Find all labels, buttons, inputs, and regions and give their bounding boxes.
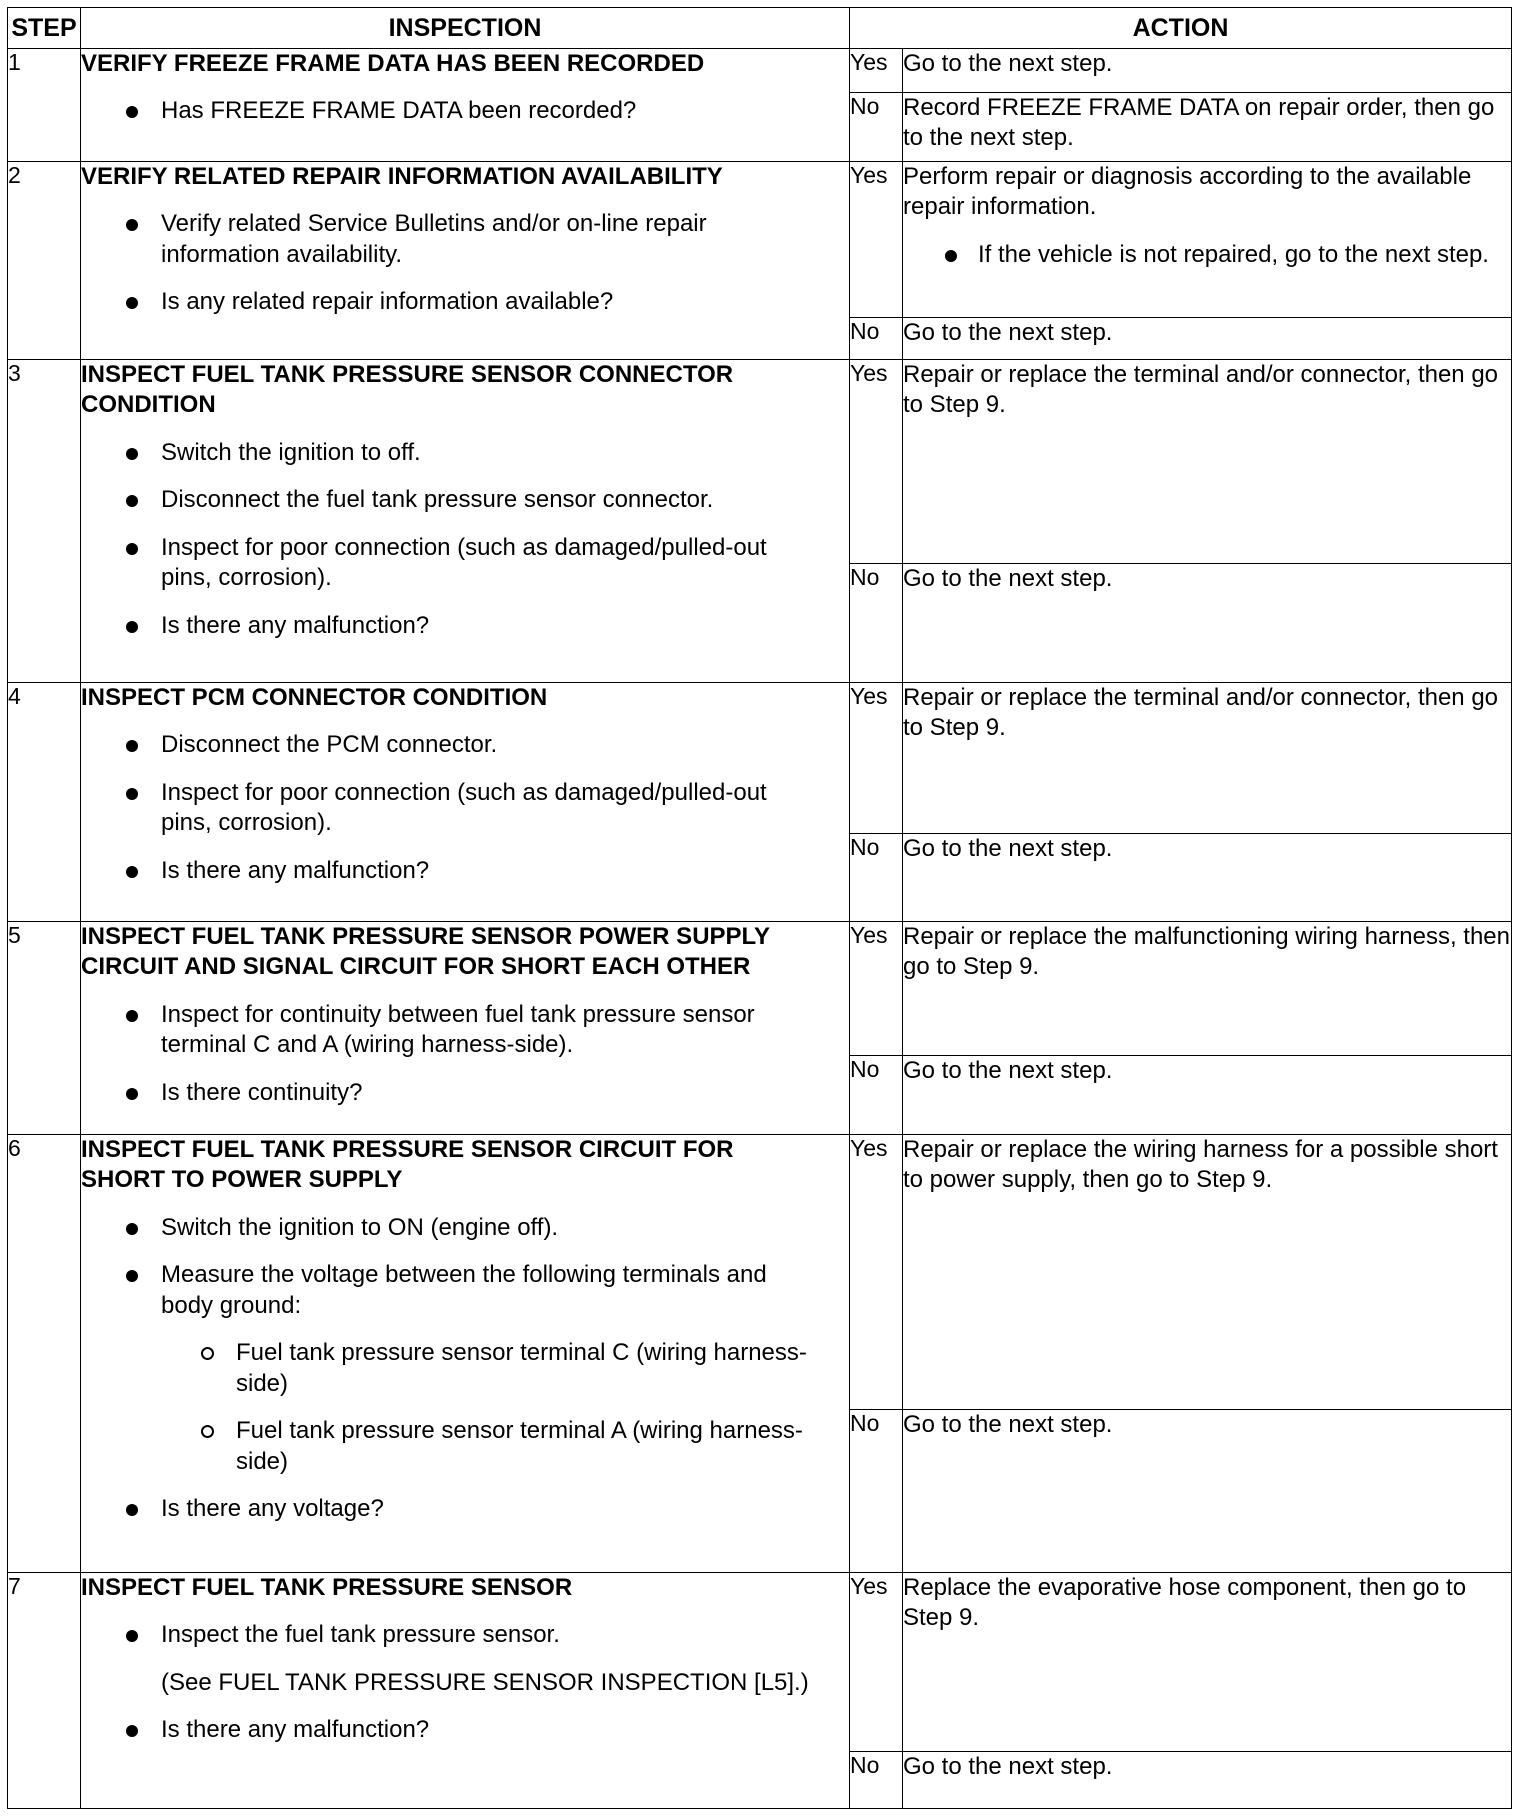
inspection-cell xyxy=(81,1135,850,1573)
inspection-bullet: Is there any malfunction? xyxy=(81,1715,849,1745)
no-action: Go to the next step. xyxy=(903,834,1512,922)
step-6-yes-row xyxy=(8,1135,1512,1410)
bullet-icon xyxy=(126,1088,138,1100)
inspection-bullet: Is there any voltage? xyxy=(81,1494,849,1524)
no-label: No xyxy=(850,318,903,360)
inspection-bullet: Inspect the fuel tank pressure sensor. xyxy=(81,1620,849,1650)
bullet-icon xyxy=(126,1223,138,1235)
inspection-bullet: Inspect for poor connection (such as damaged/pulled-out pins, corrosion). xyxy=(81,778,849,839)
header-inspection: INSPECTION xyxy=(81,8,850,49)
step-number: 7 xyxy=(8,1573,81,1809)
yes-action: Go to the next step. xyxy=(903,49,1512,93)
no-action: Go to the next step. xyxy=(903,564,1512,683)
inspection-title: INSPECT FUEL TANK PRESSURE SENSOR xyxy=(81,1574,573,1601)
step-number: 3 xyxy=(8,360,81,683)
inspection-bullet: Verify related Service Bulletins and/or on-line repair information availability. xyxy=(81,209,849,270)
yes-action-cell xyxy=(903,162,1512,318)
inspection-bullet: Is any related repair information available? xyxy=(81,287,849,317)
inspection-cell xyxy=(81,360,850,683)
bullet-icon xyxy=(126,1504,138,1516)
step-number: 6 xyxy=(8,1135,81,1573)
step-number: 5 xyxy=(8,922,81,1135)
bullet-icon xyxy=(126,1630,138,1642)
yes-label: Yes xyxy=(850,1135,903,1410)
inspection-cell xyxy=(81,922,850,1135)
no-label: No xyxy=(850,1410,903,1573)
step-5-yes-row xyxy=(8,922,1512,1056)
no-label: No xyxy=(850,93,903,162)
hollow-bullet-icon xyxy=(201,1425,214,1438)
header-step: STEP xyxy=(8,8,81,49)
inspection-bullet: Disconnect the PCM connector. xyxy=(81,730,849,760)
bullet-icon xyxy=(126,448,138,460)
no-action: Go to the next step. xyxy=(903,1752,1512,1809)
bullet-icon xyxy=(126,1270,138,1282)
no-action: Record FREEZE FRAME DATA on repair order, then go to the next step. xyxy=(903,93,1512,162)
hollow-bullet-icon xyxy=(201,1347,214,1360)
action-bullet: If the vehicle is not repaired, go to the next step. xyxy=(903,240,1511,270)
inspection-bullet: Is there continuity? xyxy=(81,1078,849,1108)
yes-action: Repair or replace the wiring harness for a possible short to power supply, then go to Step 9. xyxy=(903,1135,1512,1410)
inspection-title: INSPECT FUEL TANK PRESSURE SENSOR CONNECTOR CONDITION xyxy=(81,361,734,419)
header-action: ACTION xyxy=(850,8,1512,49)
step-4-yes-row xyxy=(8,683,1512,834)
yes-action: Repair or replace the terminal and/or connector, then go to Step 9. xyxy=(903,360,1512,564)
step-7-yes-row xyxy=(8,1573,1512,1752)
inspection-bullet: Switch the ignition to off. xyxy=(81,438,849,468)
yes-label: Yes xyxy=(850,162,903,318)
inspection-subbullet: Fuel tank pressure sensor terminal C (wiring harness-side) xyxy=(81,1338,849,1399)
bullet-icon xyxy=(126,543,138,555)
step-number: 2 xyxy=(8,162,81,360)
inspection-title: INSPECT PCM CONNECTOR CONDITION xyxy=(81,684,548,711)
diagnostic-table xyxy=(7,7,1512,1809)
bullet-icon xyxy=(126,866,138,878)
step-3-yes-row xyxy=(8,360,1512,564)
bullet-icon xyxy=(126,495,138,507)
inspection-title: VERIFY RELATED REPAIR INFORMATION AVAILABILITY xyxy=(81,163,723,190)
bullet-icon xyxy=(126,297,138,309)
yes-label: Yes xyxy=(850,922,903,1056)
step-number: 1 xyxy=(8,49,81,162)
yes-label: Yes xyxy=(850,49,903,93)
bullet-icon xyxy=(126,788,138,800)
inspection-title: INSPECT FUEL TANK PRESSURE SENSOR POWER SUPPLY CIRCUIT AND SIGNAL CIRCUIT FOR SHORT EACH OTHER xyxy=(81,923,770,981)
no-action: Go to the next step. xyxy=(903,1056,1512,1135)
inspection-bullet: Inspect for continuity between fuel tank pressure sensor terminal C and A (wiring harness-side). xyxy=(81,1000,849,1061)
inspection-subbullet: Fuel tank pressure sensor terminal A (wiring harness-side) xyxy=(81,1416,849,1477)
yes-action: Repair or replace the malfunctioning wiring harness, then go to Step 9. xyxy=(903,922,1512,1056)
inspection-cell xyxy=(81,683,850,922)
step-number: 4 xyxy=(8,683,81,922)
inspection-title: INSPECT FUEL TANK PRESSURE SENSOR CIRCUIT FOR SHORT TO POWER SUPPLY xyxy=(81,1136,734,1194)
yes-action: Replace the evaporative hose component, then go to Step 9. xyxy=(903,1573,1512,1752)
inspection-title: VERIFY FREEZE FRAME DATA HAS BEEN RECORDED xyxy=(81,50,705,77)
inspection-cell xyxy=(81,1573,850,1809)
inspection-bullet: Has FREEZE FRAME DATA been recorded? xyxy=(81,96,849,126)
header-row xyxy=(8,8,1512,49)
bullet-icon xyxy=(126,106,138,118)
no-label: No xyxy=(850,1752,903,1809)
inspection-bullet: Is there any malfunction? xyxy=(81,856,849,886)
yes-label: Yes xyxy=(850,360,903,564)
step-1-yes-row xyxy=(8,49,1512,93)
bullet-icon xyxy=(126,1725,138,1737)
inspection-bullet: Is there any malfunction? xyxy=(81,611,849,641)
bullet-icon xyxy=(126,1010,138,1022)
yes-action: Perform repair or diagnosis according to the available repair information. xyxy=(903,163,1472,221)
bullet-icon xyxy=(945,250,957,262)
inspection-bullet: Inspect for poor connection (such as damaged/pulled-out pins, corrosion). xyxy=(81,533,849,594)
no-action: Go to the next step. xyxy=(903,1410,1512,1573)
inspection-bullet: Measure the voltage between the following terminals and body ground: xyxy=(81,1260,849,1321)
inspection-bullet: Disconnect the fuel tank pressure sensor connector. xyxy=(81,485,849,515)
no-action: Go to the next step. xyxy=(903,318,1512,360)
inspection-cell xyxy=(81,162,850,360)
bullet-icon xyxy=(126,621,138,633)
yes-label: Yes xyxy=(850,683,903,834)
inspection-cell xyxy=(81,49,850,162)
bullet-icon xyxy=(126,219,138,231)
no-label: No xyxy=(850,564,903,683)
no-label: No xyxy=(850,1056,903,1135)
inspection-bullet: Switch the ignition to ON (engine off). xyxy=(81,1213,849,1243)
bullet-icon xyxy=(126,740,138,752)
yes-action: Repair or replace the terminal and/or connector, then go to Step 9. xyxy=(903,683,1512,834)
no-label: No xyxy=(850,834,903,922)
inspection-note: (See FUEL TANK PRESSURE SENSOR INSPECTION [L5].) xyxy=(161,1668,809,1696)
step-2-yes-row xyxy=(8,162,1512,318)
yes-label: Yes xyxy=(850,1573,903,1752)
